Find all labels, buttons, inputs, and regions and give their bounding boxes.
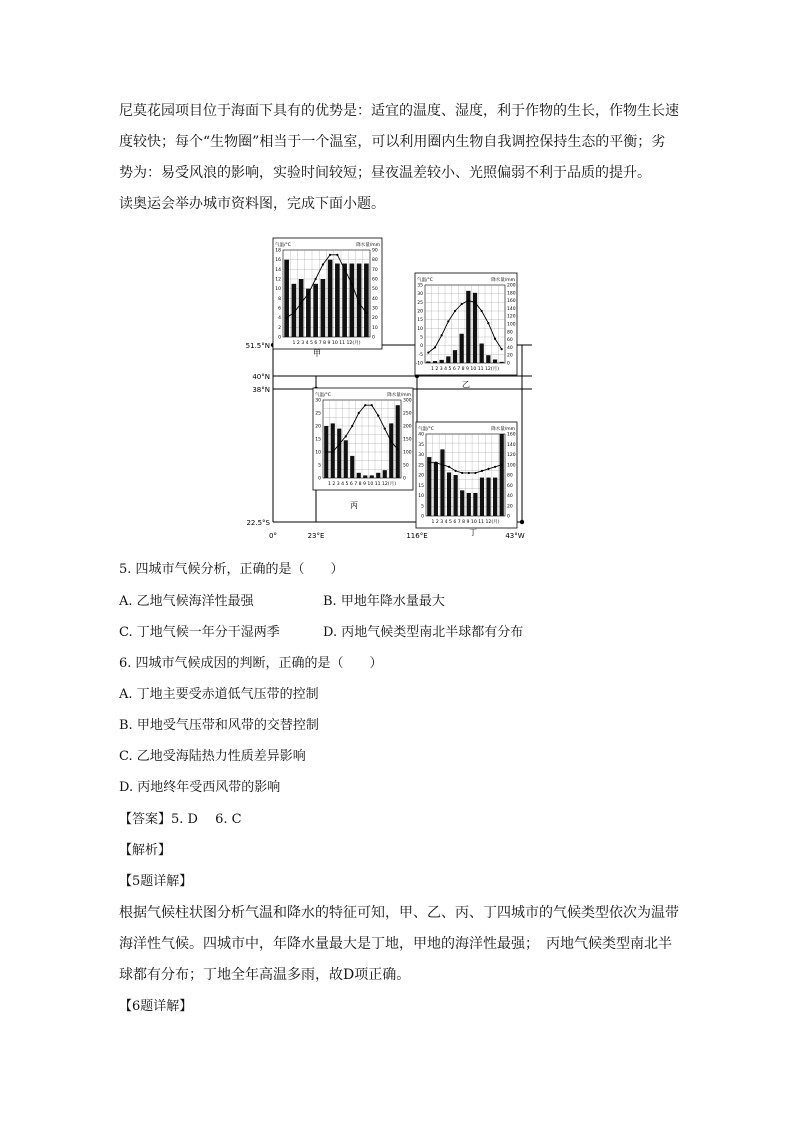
- q6-stem: 6. 四城市气候成因的判断，正确的是（ ）: [119, 656, 383, 671]
- precip-bar: [284, 260, 289, 337]
- precip-tick-label: 40: [507, 345, 513, 351]
- precip-tick-label: 100: [507, 322, 516, 328]
- temp-tick-label: 18: [275, 248, 281, 254]
- precip-tick-label: 80: [507, 330, 513, 336]
- precip-bar: [357, 264, 362, 337]
- temp-point: [454, 310, 456, 312]
- month-axis-label: 1 2 3 4 5 6 7 8 9 10 11 12(月): [431, 520, 500, 525]
- precip-bar: [376, 473, 380, 478]
- temp-point: [358, 412, 360, 414]
- precip-bar: [342, 264, 347, 337]
- precip-bar: [493, 359, 497, 363]
- lon-label: 116°E: [406, 532, 428, 540]
- month-axis-label: 1 2 3 4 5 6 7 8 9 10 11 12(月): [327, 482, 397, 487]
- chart-frame: [415, 273, 517, 375]
- temp-tick-label: 8: [278, 296, 281, 302]
- precip-tick-label: 0: [403, 476, 406, 482]
- q5-detail-line-2: 海洋性气候。四城市中，年降水量最大是丁地，甲地的海洋性最强； 丙地气候类型南北半: [119, 936, 672, 952]
- temp-point: [428, 462, 430, 464]
- temp-point: [441, 334, 443, 336]
- temp-tick-label: 14: [275, 267, 281, 273]
- precip-tick-label: 50: [403, 463, 409, 469]
- lon-label: 0°: [269, 532, 277, 540]
- temp-tick-label: 15: [417, 318, 423, 324]
- precip-tick-label: 0: [507, 514, 510, 520]
- answer-line: 【答案】5. D 6. C: [119, 812, 242, 827]
- temp-point: [397, 448, 399, 450]
- temp-point: [315, 278, 317, 280]
- temp-point: [351, 425, 353, 427]
- precip-tick-label: 70: [372, 267, 378, 273]
- precip-bar: [335, 264, 340, 337]
- city-label-jia: 甲: [313, 349, 321, 358]
- precip-tick-label: 200: [507, 283, 516, 289]
- month-axis-label: 1 2 3 4 5 6 7 8 9 10 11 12(月): [430, 367, 500, 372]
- temp-point: [481, 310, 483, 312]
- precip-bar: [500, 434, 504, 516]
- temp-tick-label: -10: [415, 361, 423, 367]
- temp-tick-label: 5: [420, 335, 423, 341]
- temp-point: [364, 404, 366, 406]
- temp-tick-label: 10: [275, 287, 281, 293]
- precip-tick-label: 80: [507, 473, 513, 479]
- lon-label: 23°E: [307, 532, 325, 540]
- precip-bar: [440, 449, 444, 516]
- precip-tick-label: 40: [372, 296, 378, 302]
- temp-point: [307, 292, 309, 294]
- precip-tick-label: 20: [507, 353, 513, 359]
- precip-tick-label: 180: [507, 291, 516, 297]
- temp-point: [481, 470, 483, 472]
- precip-tick-label: 120: [507, 314, 516, 320]
- precip-tick-label: 200: [403, 424, 412, 430]
- temp-tick-label: 5: [318, 463, 321, 469]
- precip-tick-label: 0: [507, 361, 510, 367]
- city-label-yi: 乙: [462, 380, 470, 389]
- q5-detail-line-1: 根据气候柱状图分析气温和降水的特征可知，甲、乙、丙、丁四城市的气候类型依次为温带: [119, 905, 679, 921]
- precip-bar: [337, 429, 341, 478]
- temp-tick-label: 25: [417, 300, 423, 306]
- temp-point: [365, 312, 367, 314]
- temp-point: [474, 472, 476, 474]
- q5-option-b: B. 甲地年降水量最大: [323, 594, 445, 609]
- q5-stem: 5. 四城市气候分析，正确的是（ ）: [119, 562, 344, 577]
- climate-chart-3: [313, 388, 413, 490]
- temp-point: [329, 254, 331, 256]
- precip-tick-label: 120: [507, 453, 516, 458]
- q5-option-d: D. 丙地气候类型南北半球都有分布: [323, 625, 524, 640]
- temp-tick-label: 0: [421, 514, 424, 520]
- precip-bar: [446, 356, 450, 363]
- precip-bar: [321, 279, 326, 337]
- temp-tick-label: 25: [315, 411, 321, 417]
- temp-point: [345, 435, 347, 437]
- temp-tick-label: 6: [278, 306, 281, 312]
- precip-tick-label: 140: [507, 306, 516, 312]
- temp-point: [494, 466, 496, 468]
- precip-bar: [350, 456, 354, 478]
- temp-point: [371, 404, 373, 406]
- precip-bar: [433, 361, 437, 363]
- lat-label: 40°N: [252, 373, 270, 381]
- temp-point: [501, 348, 503, 350]
- precip-axis-title: 降水量/mm: [356, 243, 380, 248]
- precip-tick-label: 20: [372, 316, 378, 322]
- precip-bar: [486, 478, 490, 516]
- temp-point: [344, 268, 346, 270]
- temp-point: [435, 462, 437, 464]
- precip-tick-label: 160: [507, 432, 516, 438]
- precip-axis-title: 降水量/mm: [491, 278, 515, 283]
- intro-line-1: 尼莫花园项目位于海面下具有的优势是：适宜的温度、湿度，利于作物的生长，作物生长速: [119, 103, 679, 119]
- precip-tick-label: 90: [372, 248, 378, 254]
- precip-bar: [486, 355, 490, 363]
- precip-bar: [454, 475, 458, 516]
- precip-tick-label: 10: [372, 325, 378, 331]
- precip-axis-title: 降水量/mm: [387, 393, 411, 398]
- precip-bar: [383, 470, 387, 478]
- temp-tick-label: 30: [417, 292, 423, 298]
- precip-bar: [426, 361, 430, 363]
- temp-tick-label: 10: [418, 494, 424, 499]
- precip-bar: [480, 478, 484, 516]
- precip-bar: [480, 344, 484, 364]
- q5-option-a: A. 乙地气候海洋性最强: [119, 594, 254, 609]
- precip-bar: [427, 457, 431, 516]
- temp-point: [322, 263, 324, 265]
- city-label-ding: 丁: [469, 528, 477, 537]
- intro-line-4: 读奥运会举办城市资料图，完成下面小题。: [119, 196, 385, 212]
- precip-tick-label: 300: [403, 398, 412, 404]
- precip-tick-label: 150: [403, 437, 412, 443]
- temp-point: [487, 322, 489, 324]
- precip-bar: [357, 473, 361, 478]
- temp-tick-label: 30: [418, 453, 424, 458]
- temp-point: [300, 302, 302, 304]
- temp-point: [377, 415, 379, 417]
- temp-tick-label: 0: [420, 344, 423, 350]
- temp-tick-label: 10: [417, 326, 423, 332]
- temp-point: [467, 300, 469, 302]
- temp-tick-label: 25: [418, 463, 424, 469]
- temp-point: [336, 254, 338, 256]
- precip-axis-title: 降水量/mm: [491, 427, 515, 432]
- climate-chart-1: [273, 238, 382, 349]
- temp-point: [286, 317, 288, 319]
- temp-axis-title: 气温/°C: [418, 427, 434, 432]
- temp-point: [461, 472, 463, 474]
- analysis-heading: 【解析】: [119, 843, 172, 858]
- temp-tick-label: 15: [418, 483, 424, 489]
- q5-detail-heading: 【5题详解】: [119, 874, 193, 889]
- precip-tick-label: 20: [507, 504, 513, 510]
- temp-axis-title: 气温/°C: [315, 393, 331, 398]
- temp-point: [447, 320, 449, 322]
- temp-tick-label: 35: [417, 283, 423, 289]
- olympic-cities-climate-figure: [230, 228, 540, 548]
- precip-bar: [447, 472, 451, 516]
- precip-bar: [500, 362, 504, 363]
- temp-tick-label: 20: [315, 424, 321, 430]
- q6-detail-heading: 【6题详解】: [119, 999, 193, 1014]
- temp-point: [351, 283, 353, 285]
- temp-point: [358, 302, 360, 304]
- precip-bar: [389, 423, 393, 478]
- temp-tick-label: 10: [315, 450, 321, 456]
- temp-point: [427, 352, 429, 354]
- precip-tick-label: 80: [372, 258, 378, 264]
- month-axis-label: 1 2 3 4 5 6 7 8 9 10 11 12(月): [292, 341, 361, 346]
- temp-tick-label: -5: [418, 352, 423, 358]
- precip-bar: [467, 493, 471, 516]
- precip-tick-label: 100: [507, 463, 516, 469]
- temp-tick-label: 12: [275, 277, 281, 283]
- temp-tick-label: 4: [278, 316, 281, 322]
- precip-tick-label: 30: [372, 306, 378, 312]
- temp-point: [332, 451, 334, 453]
- temp-tick-label: 20: [417, 309, 423, 315]
- temp-point: [474, 301, 476, 303]
- temp-point: [338, 443, 340, 445]
- precip-bar: [328, 260, 333, 337]
- temp-point: [390, 441, 392, 443]
- intro-line-2: 度较快；每个“生物圈”相当于一个温室，可以利用圈内生物自我调控保持生态的平衡；劣: [119, 134, 666, 150]
- precip-tick-label: 40: [507, 494, 513, 499]
- temp-point: [461, 303, 463, 305]
- temp-axis-title: 气温/°C: [275, 243, 291, 248]
- precip-tick-label: 160: [507, 299, 516, 305]
- precip-bar: [313, 284, 318, 337]
- q6-option-d: D. 丙地终年受西风带的影响: [119, 780, 281, 795]
- temp-point: [325, 451, 327, 453]
- temp-tick-label: 0: [278, 335, 281, 341]
- temp-point: [455, 470, 457, 472]
- temp-point: [441, 464, 443, 466]
- temp-tick-label: 20: [418, 473, 424, 479]
- precip-tick-label: 140: [507, 442, 516, 448]
- temp-point: [487, 468, 489, 470]
- precip-bar: [350, 264, 355, 337]
- precip-bar: [370, 475, 374, 478]
- q6-option-b: B. 甲地受气压带和风带的交替控制: [119, 718, 319, 733]
- precip-tick-label: 50: [372, 287, 378, 293]
- temp-point: [434, 346, 436, 348]
- temp-point: [384, 428, 386, 430]
- precip-tick-label: 60: [507, 483, 513, 489]
- precip-tick-label: 60: [507, 338, 513, 344]
- temp-tick-label: 40: [418, 432, 424, 438]
- precip-tick-label: 0: [372, 335, 375, 341]
- precip-bar: [299, 279, 304, 337]
- temp-point: [293, 312, 295, 314]
- intro-line-3: 势为：易受风浪的影响，实验时间较短；昼夜温差较小、光照偏弱不利于品质的提升。: [119, 165, 651, 181]
- lat-label: 51.5°N: [245, 342, 270, 350]
- q6-option-a: A. 丁地主要受赤道低气压带的控制: [119, 687, 319, 702]
- precip-bar: [473, 493, 477, 516]
- lat-label: 22.5°S: [246, 519, 270, 527]
- temp-axis-title: 气温/°C: [417, 278, 433, 283]
- precip-tick-label: 60: [372, 277, 378, 283]
- climate-chart-2: [415, 273, 517, 375]
- temp-tick-label: 5: [421, 504, 424, 510]
- temp-tick-label: 16: [275, 258, 281, 264]
- temp-point: [448, 466, 450, 468]
- precip-bar: [434, 462, 438, 516]
- temp-point: [501, 464, 503, 466]
- lat-label: 38°N: [252, 386, 270, 394]
- temp-tick-label: 0: [318, 476, 321, 482]
- temp-tick-label: 2: [278, 325, 281, 331]
- precip-bar: [364, 264, 369, 337]
- climate-chart-4: [416, 422, 517, 528]
- temp-tick-label: 30: [315, 398, 321, 404]
- precip-tick-label: 250: [403, 411, 412, 417]
- precip-tick-label: 100: [403, 450, 412, 456]
- q5-option-c: C. 丁地气候一年分干湿两季: [119, 625, 280, 640]
- city-label-bing: 丙: [350, 501, 358, 510]
- temp-point: [494, 338, 496, 340]
- temp-tick-label: 15: [315, 437, 321, 443]
- precip-bar: [453, 350, 457, 363]
- precip-bar: [460, 490, 464, 516]
- temp-tick-label: 35: [418, 442, 424, 448]
- precip-bar: [344, 440, 348, 478]
- precip-bar: [493, 478, 497, 516]
- temp-point: [468, 472, 470, 474]
- q6-option-c: C. 乙地受海陆热力性质差异影响: [119, 749, 306, 764]
- precip-bar: [440, 360, 444, 363]
- precip-bar: [460, 334, 464, 363]
- precip-bar: [363, 475, 367, 478]
- lon-label: 43°W: [505, 532, 525, 540]
- precip-bar: [396, 405, 400, 478]
- q5-detail-line-3: 球都有分布；丁地全年高温多雨，故D项正确。: [119, 967, 411, 983]
